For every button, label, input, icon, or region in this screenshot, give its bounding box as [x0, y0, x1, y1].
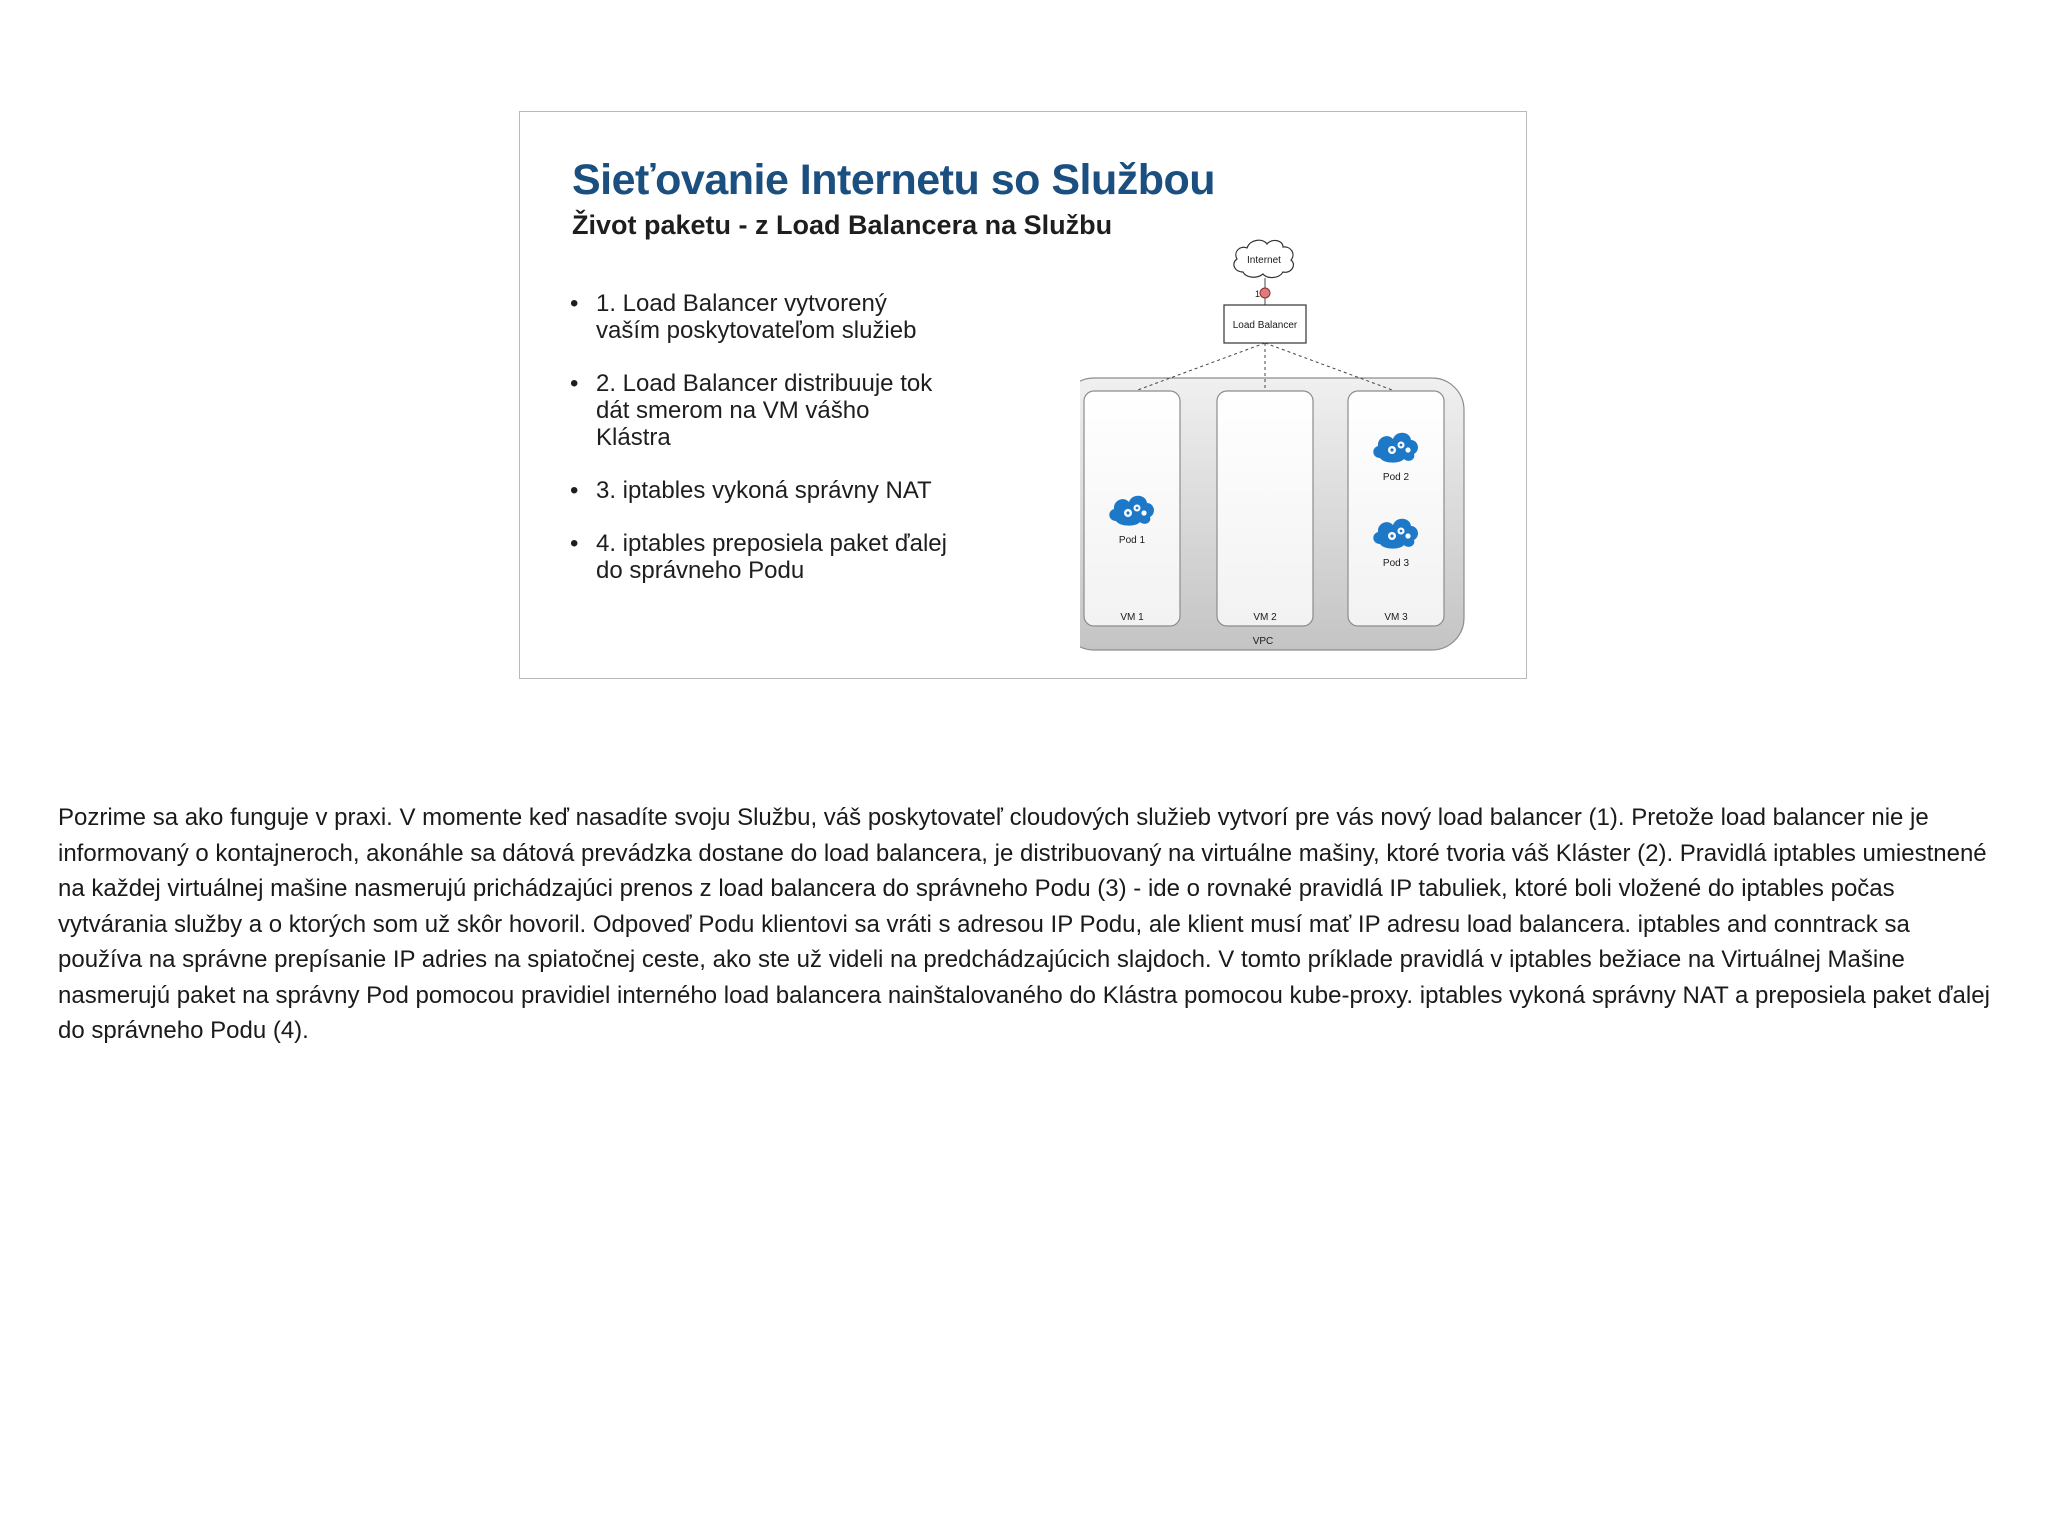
- internet-label: Internet: [1247, 255, 1281, 266]
- vm-box: [1348, 391, 1444, 626]
- slide-subtitle: Život paketu - z Load Balancera na Službu: [572, 210, 1113, 240]
- bullet-item: • 3. iptables vykoná správny NAT: [570, 477, 950, 504]
- vm-box: [1217, 391, 1313, 626]
- internet-cloud-icon: [1234, 240, 1294, 277]
- speaker-notes: Pozrime sa ako funguje v praxi. V momente keď nasadíte svoju Službu, váš poskytovateľ cloudových služieb vytvorí pre vás nový load balancer (1). Pretože load balancer nie je informovaný o kontajneroch, akonáhle sa dátová prevádzka dostane do load balancera, je distribuovaný na virtuálne mašiny, ktoré tvoria váš Kláster (2). Pravidlá iptables umiestnené na každej virtuálnej mašine nasmerujú prichádzajúci prenos z load balancera do správneho Podu (3) - ide o rovnaké pravidlá IP tabuliek, ktoré boli vložené do iptables počas vytvárania služby a o ktorých som už skôr hovoril. Odpoveď Podu klientovi sa vráti s adresou IP Podu, ale klient musí mať IP adresu load balancera. iptables and conntrack sa používa na správne prepísanie IP adries na spiatočnej ceste, ako ste už videli na predchádzajúcich slajdoch. V tomto príklade pravidlá v iptables bežiace na Virtuálnej Mašine nasmerujú paket na správny Pod pomocou pravidiel interného load balancera nainštalovaného do Klástra pomocou kube-proxy. iptables vykoná správny NAT a preposiela paket ďalej do správneho Podu (4).: [58, 804, 1990, 1044]
- load-balancer-label: Load Balancer: [1232, 320, 1298, 331]
- vm-label: VM 2: [1253, 612, 1277, 623]
- bullet-item: • 2. Load Balancer distribuuje tok dát smerom na VM vášho Klástra: [570, 370, 950, 451]
- bullet-item: • 4. iptables preposiela paket ďalej do správneho Podu: [570, 530, 950, 584]
- vpc-label: VPC: [1252, 636, 1274, 647]
- bullet-item: • 1. Load Balancer vytvorený vaším poskytovateľom služieb: [570, 290, 950, 344]
- slide-title: Sieťovanie Internetu so Službou: [572, 156, 1216, 204]
- vm-label: VM 3: [1384, 612, 1408, 623]
- pod-label: Pod 1: [1118, 535, 1146, 546]
- network-diagram: [1080, 232, 1500, 662]
- vm-label: VM 1: [1120, 612, 1144, 623]
- bullet-list: [570, 290, 950, 610]
- pod-label: Pod 3: [1382, 558, 1410, 569]
- traffic-marker-icon: [1260, 288, 1270, 298]
- pod-label: Pod 2: [1382, 472, 1410, 483]
- slide: [519, 111, 1527, 679]
- marker-label: 1: [1255, 289, 1261, 299]
